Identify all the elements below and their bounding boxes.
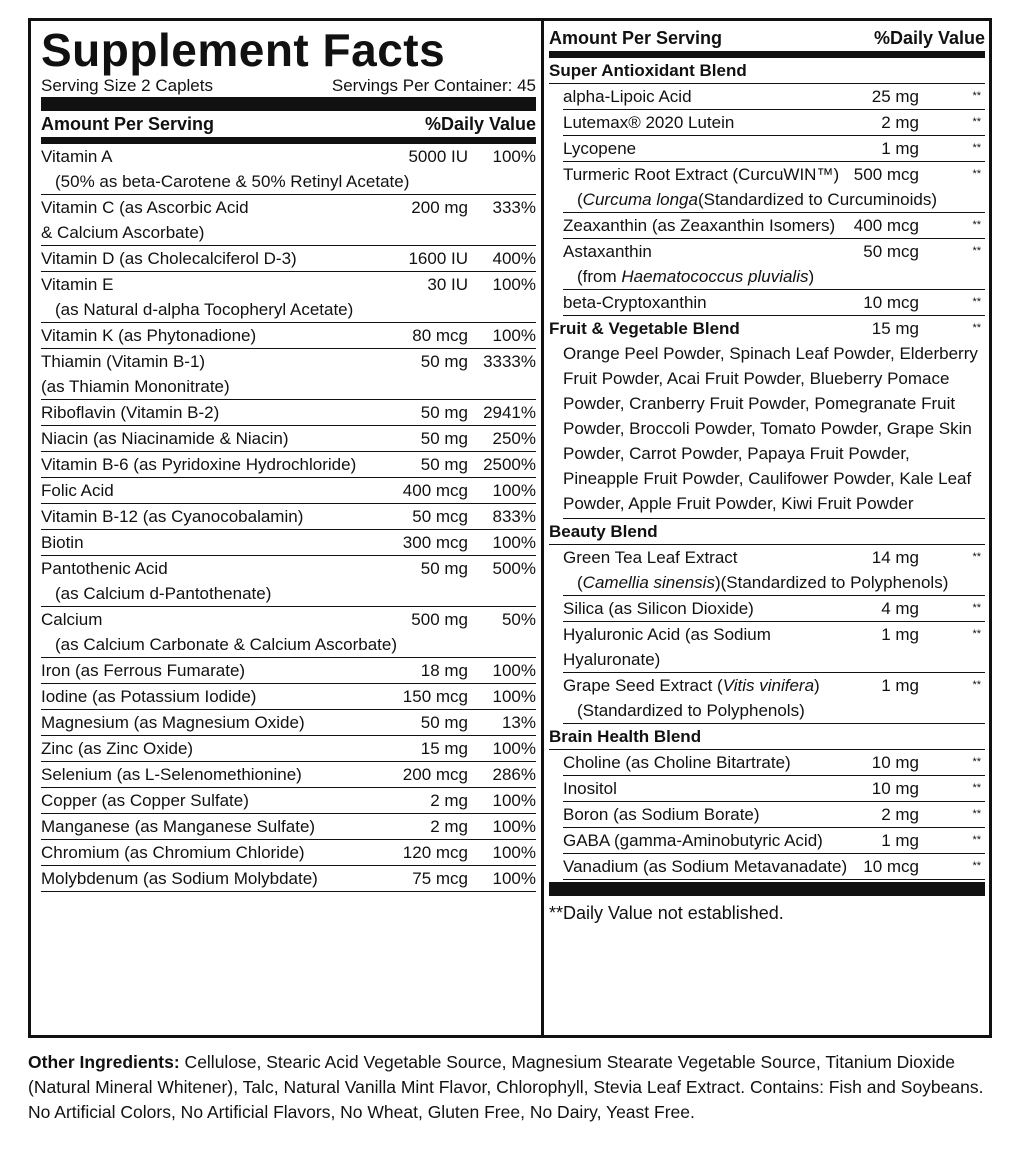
- nutrient-name: Vitamin C (as Ascorbic Acid: [41, 198, 249, 217]
- nutrient-name: Biotin: [41, 533, 84, 552]
- ingredient-detail: [563, 570, 985, 595]
- nutrient-amount: 50 mg: [420, 713, 468, 732]
- column-header-right: [549, 25, 985, 51]
- nutrient-dv: 100%: [492, 661, 536, 680]
- nutrient-amount: 120 mcg: [402, 843, 468, 862]
- ingredient-amount: 10 mg: [871, 753, 919, 772]
- footnote: **Daily Value not established.: [549, 903, 784, 923]
- ingredient-name: Boron (as Sodium Borate): [563, 805, 760, 824]
- thick-rule: [41, 97, 536, 111]
- fruit-blend-amount: 15 mg: [871, 319, 919, 338]
- nutrient-name: Thiamin (Vitamin B-1): [41, 352, 206, 371]
- nutrient-row: [41, 684, 536, 710]
- ingredient-amount: 1 mg: [881, 625, 919, 644]
- serving-size: Serving Size 2 Caplets: [41, 76, 213, 95]
- nutrient-name: Calcium: [41, 610, 103, 629]
- ingredient-dv: **: [972, 245, 981, 257]
- nutrient-row: [41, 504, 536, 530]
- ingredient-detail-part: )(Standardized to Polyphenols): [714, 573, 949, 592]
- medium-rule: [549, 51, 985, 58]
- fruit-blend-dv: **: [972, 322, 981, 334]
- nutrient-row: [41, 840, 536, 866]
- nutrient-dv: 100%: [492, 275, 536, 294]
- nutrient-amount: 200 mg: [411, 198, 468, 217]
- nutrient-dv: 250%: [492, 429, 536, 448]
- nutrient-amount: 200 mcg: [402, 765, 468, 784]
- serving-info: [41, 75, 536, 97]
- panel-title: Supplement Facts: [41, 24, 446, 76]
- nutrient-row: [41, 195, 536, 246]
- ingredient-name: beta-Cryptoxanthin: [563, 293, 707, 312]
- nutrient-dv: 100%: [492, 326, 536, 345]
- other-ingredients: [28, 1050, 992, 1125]
- nutrient-dv: 3333%: [483, 352, 536, 371]
- ingredient-amount: 500 mcg: [853, 165, 919, 184]
- beauty-list: [549, 545, 985, 724]
- nutrient-name: Magnesium (as Magnesium Oxide): [41, 713, 305, 732]
- beauty-blend-title: Beauty Blend: [549, 519, 985, 545]
- fruit-blend-ingredients: Orange Peel Powder, Spinach Leaf Powder, Elderberry Fruit Powder, Acai Fruit Powder, Blueberry Pomace Powder, Cranberry Fruit Powder, Pomegranate Fruit Powder, Broccoli Powder, Tomato Powder, Grape Skin Powder, Carrot Powder, Papaya Fruit Powder, Pineapple Fruit Powder, Caulifower Powder, Kale Leaf Powder, Apple Fruit Powder, Kiwi Fruit Powder: [563, 341, 985, 519]
- nutrient-name: Vitamin E: [41, 275, 114, 294]
- ingredient-name: Zeaxanthin (as Zeaxanthin Isomers): [563, 216, 836, 235]
- ingredient-name: Hyaluronic Acid (as Sodium Hyaluronate): [563, 625, 771, 669]
- nutrient-dv: 100%: [492, 817, 536, 836]
- ingredient-amount: 1 mg: [881, 676, 919, 695]
- ingredient-name: Silica (as Silicon Dioxide): [563, 599, 754, 618]
- ingredient-detail-part: (: [577, 190, 583, 209]
- ingredient-row: [563, 750, 985, 776]
- ingredient-latin-name: Vitis vinifera: [722, 676, 815, 695]
- nutrient-source: (as Thiamin Mononitrate): [41, 377, 230, 396]
- nutrient-amount: 50 mg: [420, 429, 468, 448]
- nutrient-list: [41, 144, 536, 892]
- medium-rule: [41, 137, 536, 144]
- ingredient-row: [563, 854, 985, 880]
- ingredient-dv: **: [972, 602, 981, 614]
- amount-per-serving-label: Amount Per Serving: [41, 114, 215, 134]
- other-ingredients-text: Cellulose, Stearic Acid Vegetable Source, Magnesium Stearate Vegetable Source, Titanium Dioxide (Natural Mineral Whitener), Talc, Natural Vanilla Mint Flavor, Chlorophyll, Stevia Leaf Extract. Contains: Fish and Soybeans. No Artificial Colors, No Artificial Flavors, No Wheat, Gluten Free, No Dairy, Yeast Free.: [28, 1052, 984, 1122]
- nutrient-dv: 400%: [492, 249, 536, 268]
- fruit-blend-header: [549, 316, 985, 341]
- ingredient-dv: **: [972, 628, 981, 640]
- ingredient-dv: **: [972, 834, 981, 846]
- nutrient-dv: 286%: [492, 765, 536, 784]
- ingredient-amount: 2 mg: [881, 805, 919, 824]
- ingredient-name-part: Grape Seed Extract (: [563, 676, 723, 695]
- nutrient-dv: 50%: [501, 610, 536, 629]
- nutrient-name: Vitamin K (as Phytonadione): [41, 326, 257, 345]
- ingredient-name: Vanadium (as Sodium Metavanadate): [563, 857, 848, 876]
- ingredient-detail-part: (Standardized to Curcuminoids): [697, 190, 938, 209]
- ingredient-latin-name: Camellia sinensis: [582, 573, 715, 592]
- nutrient-dv: 100%: [492, 869, 536, 888]
- ingredient-dv: **: [972, 296, 981, 308]
- nutrient-dv: 333%: [492, 198, 536, 217]
- nutrient-name: Chromium (as Chromium Chloride): [41, 843, 305, 862]
- nutrient-row: [41, 272, 536, 323]
- nutrient-dv: 100%: [492, 843, 536, 862]
- ingredient-amount: 10 mg: [871, 779, 919, 798]
- nutrient-row: [41, 658, 536, 684]
- nutrient-source: (as Natural d-alpha Tocopheryl Acetate): [55, 300, 354, 319]
- nutrient-name: Iodine (as Potassium Iodide): [41, 687, 257, 706]
- ingredient-name: [563, 673, 985, 698]
- ingredient-amount: 1 mg: [881, 139, 919, 158]
- column-header: [41, 111, 536, 137]
- ingredient-row: [563, 84, 985, 110]
- nutrient-row: [41, 530, 536, 556]
- ingredient-name: Lycopene: [563, 139, 637, 158]
- nutrient-row: [41, 788, 536, 814]
- nutrient-row: [41, 400, 536, 426]
- ingredient-amount: 50 mcg: [863, 242, 919, 261]
- fruit-blend-title: Fruit & Vegetable Blend: [549, 319, 740, 338]
- ingredient-amount: 25 mg: [871, 87, 919, 106]
- ingredient-name: Inositol: [563, 779, 617, 798]
- nutrient-amount: 400 mcg: [402, 481, 468, 500]
- nutrient-name: Pantothenic Acid: [41, 559, 168, 578]
- nutrient-dv: 100%: [492, 481, 536, 500]
- nutrient-row: [41, 426, 536, 452]
- nutrient-name: Iron (as Ferrous Fumarate): [41, 661, 246, 680]
- nutrient-name: Folic Acid: [41, 481, 114, 500]
- ingredient-latin-name: Haematococcus pluvialis: [621, 267, 809, 286]
- antioxidant-list: [549, 84, 985, 316]
- nutrient-amount: 2 mg: [430, 791, 468, 810]
- nutrient-dv: 13%: [501, 713, 536, 732]
- ingredient-row: [563, 162, 985, 213]
- ingredient-dv: **: [972, 679, 981, 691]
- daily-value-label: %Daily Value: [424, 114, 536, 134]
- antioxidant-blend-title: Super Antioxidant Blend: [549, 58, 985, 84]
- ingredient-row: [563, 776, 985, 802]
- servings-per-container: Servings Per Container: 45: [331, 76, 536, 95]
- other-ingredients-label: Other Ingredients:: [28, 1052, 180, 1072]
- ingredient-detail-part: ): [808, 267, 815, 286]
- nutrient-dv: 833%: [492, 507, 536, 526]
- nutrient-source: (as Calcium d-Pantothenate): [55, 584, 272, 603]
- nutrient-row: [41, 762, 536, 788]
- amount-per-serving-label: Amount Per Serving: [549, 28, 723, 48]
- nutrient-row: [41, 323, 536, 349]
- ingredient-dv: **: [972, 90, 981, 102]
- ingredient-dv: **: [972, 808, 981, 820]
- nutrient-row: [41, 349, 536, 400]
- ingredient-amount: 10 mcg: [863, 857, 919, 876]
- nutrient-amount: 5000 IU: [408, 147, 468, 166]
- supplement-facts-panel: [28, 18, 992, 1038]
- ingredient-detail: [563, 187, 985, 212]
- left-column: [41, 25, 536, 892]
- ingredient-amount: 2 mg: [881, 113, 919, 132]
- nutrient-dv: 100%: [492, 791, 536, 810]
- nutrient-amount: 2 mg: [430, 817, 468, 836]
- nutrient-name: Niacin (as Niacinamide & Niacin): [41, 429, 289, 448]
- ingredient-amount: 4 mg: [881, 599, 919, 618]
- ingredient-name: alpha-Lipoic Acid: [563, 87, 692, 106]
- ingredient-dv: **: [972, 142, 981, 154]
- ingredient-amount: 1 mg: [881, 831, 919, 850]
- nutrient-amount: 300 mcg: [402, 533, 468, 552]
- nutrient-amount: 75 mcg: [412, 869, 468, 888]
- nutrient-dv: 2500%: [483, 455, 536, 474]
- ingredient-dv: **: [972, 116, 981, 128]
- nutrient-amount: 50 mcg: [412, 507, 468, 526]
- nutrient-amount: 50 mg: [420, 559, 468, 578]
- nutrient-amount: 1600 IU: [408, 249, 468, 268]
- ingredient-name: Green Tea Leaf Extract: [563, 548, 738, 567]
- ingredient-dv: **: [972, 219, 981, 231]
- nutrient-dv: 500%: [492, 559, 536, 578]
- nutrient-amount: 18 mg: [420, 661, 468, 680]
- nutrient-row: [41, 452, 536, 478]
- nutrient-amount: 50 mg: [420, 455, 468, 474]
- nutrient-dv: 100%: [492, 147, 536, 166]
- ingredient-row: [563, 290, 985, 316]
- nutrient-row: [41, 736, 536, 762]
- ingredient-name-part: ): [814, 676, 820, 695]
- ingredient-name: Lutemax® 2020 Lutein: [563, 113, 735, 132]
- nutrient-name: Vitamin A: [41, 147, 113, 166]
- ingredient-dv: **: [972, 860, 981, 872]
- ingredient-detail: [563, 264, 985, 289]
- nutrient-name: Vitamin B-6 (as Pyridoxine Hydrochloride): [41, 455, 357, 474]
- nutrient-name: Riboflavin (Vitamin B-2): [41, 403, 220, 422]
- nutrient-name: Molybdenum (as Sodium Molybdate): [41, 869, 318, 888]
- nutrient-source: (50% as beta-Carotene & 50% Retinyl Acetate): [55, 172, 410, 191]
- ingredient-detail-part: (from: [577, 267, 622, 286]
- brain-blend-title: Brain Health Blend: [549, 724, 985, 750]
- ingredient-row: [563, 596, 985, 622]
- ingredient-name: Turmeric Root Extract (CurcuWIN™): [563, 165, 840, 184]
- ingredient-dv: **: [972, 782, 981, 794]
- nutrient-name: Vitamin B-12 (as Cyanocobalamin): [41, 507, 304, 526]
- ingredient-amount: 400 mcg: [853, 216, 919, 235]
- ingredient-row: [563, 213, 985, 239]
- ingredient-latin-name: Curcuma longa: [582, 190, 698, 209]
- ingredient-row: [563, 136, 985, 162]
- ingredient-row: [563, 545, 985, 596]
- ingredient-row: [563, 828, 985, 854]
- nutrient-dv: 2941%: [483, 403, 536, 422]
- nutrient-row: [41, 478, 536, 504]
- ingredient-dv: **: [972, 168, 981, 180]
- nutrient-amount: 50 mg: [420, 352, 468, 371]
- nutrient-amount: 15 mg: [420, 739, 468, 758]
- daily-value-label: %Daily Value: [873, 28, 985, 48]
- nutrient-row: [41, 710, 536, 736]
- nutrient-row: [41, 814, 536, 840]
- ingredient-name: Choline (as Choline Bitartrate): [563, 753, 791, 772]
- nutrient-amount: 50 mg: [420, 403, 468, 422]
- nutrient-row: [41, 556, 536, 607]
- nutrient-name: Copper (as Copper Sulfate): [41, 791, 249, 810]
- right-column: [549, 25, 985, 926]
- thick-rule-bottom: [549, 882, 985, 896]
- ingredient-dv: **: [972, 756, 981, 768]
- nutrient-row: [41, 866, 536, 892]
- nutrient-dv: 100%: [492, 739, 536, 758]
- nutrient-name: Zinc (as Zinc Oxide): [41, 739, 194, 758]
- nutrient-row: [41, 144, 536, 195]
- ingredient-detail: [563, 698, 985, 723]
- nutrient-amount: 500 mg: [411, 610, 468, 629]
- nutrient-name: Manganese (as Manganese Sulfate): [41, 817, 316, 836]
- nutrient-source: & Calcium Ascorbate): [41, 223, 205, 242]
- ingredient-row: [563, 110, 985, 136]
- ingredient-detail-part: (Standardized to Polyphenols): [577, 701, 805, 720]
- column-divider: [541, 21, 544, 1035]
- nutrient-source: (as Calcium Carbonate & Calcium Ascorbate): [55, 635, 398, 654]
- ingredient-detail-part: (: [577, 573, 583, 592]
- ingredient-amount: 14 mg: [871, 548, 919, 567]
- nutrient-row: [41, 607, 536, 658]
- nutrient-row: [41, 246, 536, 272]
- nutrient-name: Selenium (as L-Selenomethionine): [41, 765, 302, 784]
- ingredient-row: [563, 622, 985, 673]
- ingredient-amount: 10 mcg: [863, 293, 919, 312]
- nutrient-name: Vitamin D (as Cholecalciferol D-3): [41, 249, 297, 268]
- ingredient-row: [563, 239, 985, 290]
- nutrient-amount: 80 mcg: [412, 326, 468, 345]
- ingredient-name: Astaxanthin: [563, 242, 652, 261]
- ingredient-dv: **: [972, 551, 981, 563]
- brain-list: [549, 750, 985, 880]
- ingredient-name: GABA (gamma-Aminobutyric Acid): [563, 831, 823, 850]
- nutrient-amount: 150 mcg: [402, 687, 468, 706]
- nutrient-amount: 30 IU: [427, 275, 468, 294]
- ingredient-row: [563, 802, 985, 828]
- ingredient-row: [563, 673, 985, 724]
- nutrient-dv: 100%: [492, 687, 536, 706]
- nutrient-dv: 100%: [492, 533, 536, 552]
